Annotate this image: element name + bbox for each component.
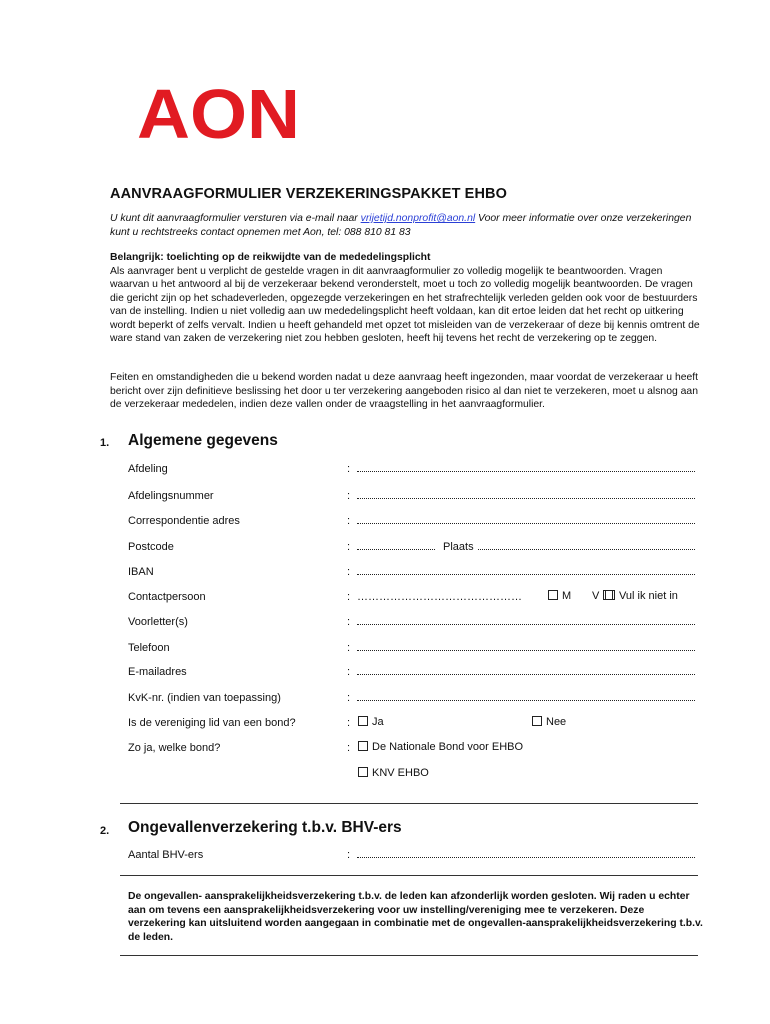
colon: :: [347, 666, 351, 678]
aon-logo: [137, 80, 302, 142]
gender-none-option[interactable]: [605, 590, 678, 602]
label-kvk: KvK-nr. (indien van toepassing): [128, 692, 281, 704]
colon: :: [347, 463, 351, 475]
afdelingsnummer-input[interactable]: [357, 492, 695, 499]
postcode-input[interactable]: [357, 543, 435, 550]
section-2-number: 2.: [100, 825, 110, 837]
checkbox-icon[interactable]: [548, 590, 558, 600]
bond-no-option[interactable]: [532, 716, 566, 728]
important-body: Als aanvrager bent u verplicht de gestelde vragen in dit aanvraagformulier zo volledig mogelijk te beantwoorden. Vragen waarvan u het antwoord al bij de verzekeraar bekend veronderstelt, moet u toch zo volledig mogelijk beantwoorden. De vragen die gericht zijn op het schadeverleden, opgezegde verzekeringen en het strafrechtelijk verleden gelden ook voor de bestuurders van de instelling. Indien u niet volledig aan uw mededelingsplicht heeft voldaan, kan dit ertoe leiden dat het recht op uitkering wordt beperkt of zelfs vervalt. Indien u heeft gehandeld met opzet tot misleiden van de verzekeraar of deze bij kennis omtrent de ware stand van zaken de verzekering niet zou hebben gesloten, heeft hij tevens het recht de verzekering op te zeggen.: [110, 265, 700, 344]
colon: :: [347, 692, 351, 704]
checkbox-icon[interactable]: [358, 741, 368, 751]
label-afdeling: Afdeling: [128, 463, 168, 475]
bond-option-label: De Nationale Bond voor EHBO: [372, 741, 524, 753]
plaats-input[interactable]: [478, 543, 695, 550]
colon: :: [347, 616, 351, 628]
colon: :: [347, 490, 351, 502]
svg-text:AON: AON: [137, 80, 300, 142]
important-notice: [110, 251, 700, 346]
label-contactpersoon: Contactpersoon: [128, 591, 206, 603]
colon: :: [347, 515, 351, 527]
divider: [120, 803, 698, 804]
contactpersoon-input[interactable]: ………………………………………: [357, 591, 522, 603]
checkbox-icon[interactable]: [358, 716, 368, 726]
intro-text: [110, 212, 710, 239]
label-bond-question: Is de vereniging lid van een bond?: [128, 717, 296, 729]
iban-input[interactable]: [357, 568, 695, 575]
gender-m-label: M: [562, 590, 572, 602]
colon: :: [347, 566, 351, 578]
telefoon-input[interactable]: [357, 644, 695, 651]
bond-option-nationale[interactable]: [358, 741, 523, 753]
intro-text-after: Voor meer informatie over onze verzekeringen kunt u rechtstreeks contact opnemen met Aon, tel: 088 810 81 83: [110, 213, 692, 238]
voorletters-input[interactable]: [357, 618, 695, 625]
section-2-note: De ongevallen- aansprakelijkheidsverzekering t.b.v. de leden kan afzonderlijk worden gesloten. Wij raden u echter aan om tevens een aansprakelijkheidsverzekering voor uw instelling/vereniging mee te verzekeren. Deze verzekering kan uitsluitend worden aangegaan in combinatie met de ongevallen-aansprakelijkheidsverzekering t.b.v. de leden.: [128, 891, 703, 943]
label-iban: IBAN: [128, 566, 154, 578]
form-title: AANVRAAGFORMULIER VERZEKERINGSPAKKET EHBO: [110, 186, 507, 202]
gender-none-label: Vul ik niet in: [619, 590, 678, 602]
label-telefoon: Telefoon: [128, 642, 170, 654]
label-correspondentie-adres: Correspondentie adres: [128, 515, 240, 527]
colon: :: [347, 849, 351, 861]
bond-option-label: KNV EHBO: [372, 767, 429, 779]
divider: [120, 875, 698, 876]
label-which-bond: Zo ja, welke bond?: [128, 742, 221, 754]
gender-v-label: V: [592, 590, 600, 602]
colon: :: [347, 591, 351, 603]
label-afdelingsnummer: Afdelingsnummer: [128, 490, 214, 502]
colon: :: [347, 742, 351, 754]
bond-no-label: Nee: [546, 716, 567, 728]
colon: :: [347, 642, 351, 654]
checkbox-icon[interactable]: [358, 767, 368, 777]
afdeling-input[interactable]: [357, 465, 695, 472]
divider: [120, 955, 698, 956]
label-voorletters: Voorletter(s): [128, 616, 188, 628]
bond-yes-option[interactable]: [358, 716, 384, 728]
label-emailadres: E-mailadres: [128, 666, 187, 678]
label-plaats: Plaats: [443, 541, 474, 553]
emailadres-input[interactable]: [357, 668, 695, 675]
facts-paragraph: Feiten en omstandigheden die u bekend worden nadat u deze aanvraag heeft ingezonden, maar voordat de verzekeraar u heeft bericht over zijn definitieve beslissing het door u ter verzekering aangeboden risico al dan niet te verzekeren, moet u alsnog aan de verzekeraar mededelen, indien deze vallen onder de vraagstelling in het aanvraagformulier.: [110, 372, 699, 410]
bond-yes-label: Ja: [372, 716, 384, 728]
gender-m-option[interactable]: [548, 590, 571, 602]
correspondentie-adres-input[interactable]: [357, 517, 695, 524]
important-heading: Belangrijk: toelichting op de reikwijdte van de mededelingsplicht: [110, 252, 431, 263]
label-postcode: Postcode: [128, 541, 174, 553]
colon: :: [347, 541, 351, 553]
email-link[interactable]: vrijetijd.nonprofit@aon.nl: [360, 213, 476, 224]
checkbox-icon[interactable]: [532, 716, 542, 726]
intro-text-before: U kunt dit aanvraagformulier versturen via e-mail naar: [110, 213, 361, 224]
colon: :: [347, 717, 351, 729]
kvk-input[interactable]: [357, 694, 695, 701]
bond-option-knv[interactable]: [358, 767, 429, 779]
section-1-title: Algemene gegevens: [128, 432, 278, 449]
checkbox-icon[interactable]: [605, 590, 615, 600]
aantal-bhv-input[interactable]: [357, 851, 695, 858]
section-2-title: Ongevallenverzekering t.b.v. BHV-ers: [128, 819, 402, 836]
section-1-number: 1.: [100, 437, 110, 449]
label-aantal-bhv: Aantal BHV-ers: [128, 849, 204, 861]
